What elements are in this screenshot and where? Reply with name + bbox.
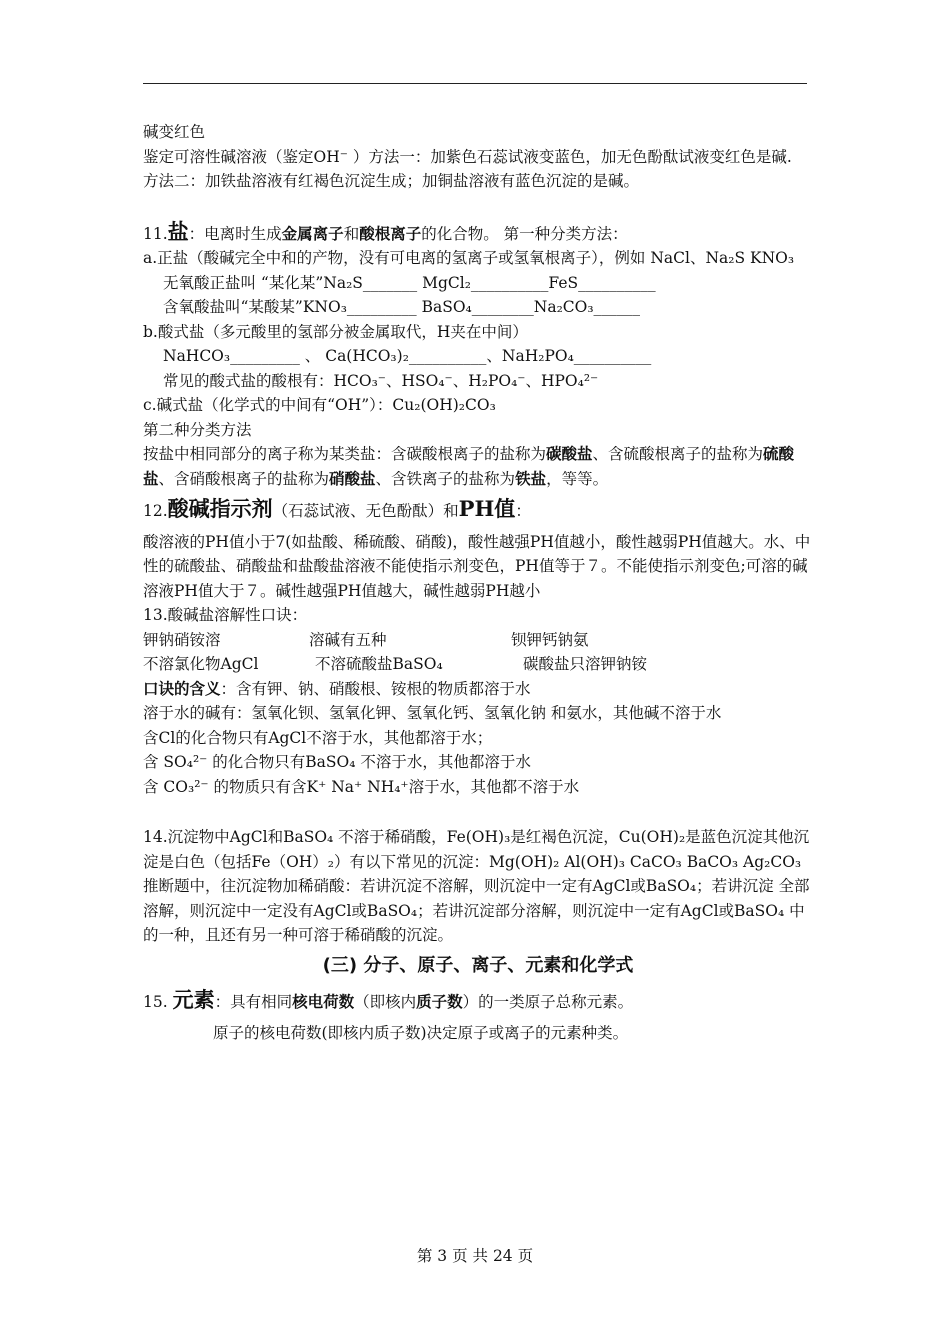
s12-colon: ： xyxy=(515,502,531,520)
s11-b-examples: NaHCO₃_________ 、 Ca(HCO₃)₂__________、NaH₂PO₄__________ xyxy=(163,347,652,365)
s14-p2: 推断题中，往沉淀物加稀硝酸：若讲沉淀不溶解，则沉淀中一定有AgCl或BaSO₄；若讲沉淀 全部溶解，则沉淀中一定没有AgCl或BaSO₄；若讲沉淀部分溶解，则沉淀中一定有AgCl或BaSO₄ 中的一种，且还有另一种可溶于稀硝酸的沉淀。 xyxy=(143,877,810,944)
s15-heading xyxy=(143,988,813,1015)
s12-body: 酸溶液的PH值小于7(如盐酸、稀硫酸、硝酸)，酸性越强PH值越小，酸性越弱PH值越大。水、中性的硫酸盐、硝酸盐和盐酸盐溶液不能使指示剂变色，PH值等于７。不能使指示剂变色;可溶的碱溶液PH值大于７。碱性越强PH值越大，碱性越弱PH越小 xyxy=(143,532,811,600)
page-footer: 第 3 页 共 24 页 xyxy=(416,1247,534,1265)
s15-num: 15. xyxy=(143,993,168,1011)
s11-sd2: 、含硫酸根离子的盐称为 xyxy=(592,445,764,463)
s13-r1-c2: 溶碱有五种 xyxy=(309,630,387,649)
s11-sd4: 、含铁离子的盐称为 xyxy=(375,469,516,488)
s11-hanyang: 含氧酸盐叫“某酸某”KNO₃_________ BaSO₄________Na₂CO₃______ xyxy=(163,298,641,316)
header-rule xyxy=(143,83,807,84)
section3-title: (三) 分子、原子、离子、元素和化学式 xyxy=(322,954,634,976)
s15-k1: 核电荷数 xyxy=(292,992,355,1011)
s12-num: 12. xyxy=(143,502,168,520)
s11-k-liusuan: 硫酸盐 xyxy=(143,444,795,488)
s12-paren: （石蕊试液、无色酚酞）和 xyxy=(272,502,459,520)
s13-title: 13.酸碱盐溶解性口诀： xyxy=(143,606,308,624)
s13-meaning-label: 口诀的含义 xyxy=(143,678,221,698)
s11-sd1: 按盐中相同部分的离子称为某类盐：含碳酸根离子的盐称为 xyxy=(143,445,547,463)
s13-l2: 含Cl的化合物只有AgCl不溶于水，其他都溶于水； xyxy=(143,728,493,747)
s13-l4: 含 CO₃²⁻ 的物质只有含K⁺ Na⁺ NH₄⁺溶于水，其他都不溶于水 xyxy=(143,777,580,796)
s12-term2: PH值 xyxy=(458,496,516,521)
s11-second-method: 第二种分类方法 xyxy=(143,420,252,439)
s13-row-1 xyxy=(143,628,813,653)
s11-k-tansuan: 碳酸盐 xyxy=(546,444,593,463)
s11-d3: 的化合物。 第一种分类方法： xyxy=(421,224,628,243)
s13-meaning xyxy=(143,677,813,702)
base-end-line-1: 碱变红色 xyxy=(143,123,206,141)
s13-r1-c1: 钾钠硝铵溶 xyxy=(143,630,221,649)
s11-k1: 金属离子 xyxy=(281,223,344,243)
s11-b-common: 常见的酸式盐的酸根有：HCO₃⁻、HSO₄⁻、H₂PO₄⁻、HPO₄²⁻ xyxy=(163,371,599,390)
s15-d2: （即核内 xyxy=(354,993,417,1011)
s11-heading xyxy=(143,220,813,247)
s15-d1: ：具有相同 xyxy=(214,993,293,1011)
s15-l2: 原子的核电荷数(即核内质子数)决定原子或离子的元素种类。 xyxy=(213,1023,629,1042)
s13-meaning-text: ：含有钾、钠、硝酸根、铵根的物质都溶于水 xyxy=(220,679,531,698)
s13-r1-c3: 钡钾钙钠氨 xyxy=(511,630,589,649)
s13-row-2 xyxy=(143,652,813,677)
s11-k-xiaosuan: 硝酸盐 xyxy=(329,468,376,488)
s11-term: 盐 xyxy=(167,218,189,244)
s13-r2-c2: 不溶硫酸盐BaSO₄ xyxy=(315,655,443,673)
s12-term: 酸碱指示剂 xyxy=(167,496,273,521)
s11-d2: 和 xyxy=(343,224,360,243)
s11-k2: 酸根离子 xyxy=(359,223,422,243)
s13-l3: 含 SO₄²⁻ 的化合物只有BaSO₄ 不溶于水，其他都溶于水 xyxy=(143,753,531,771)
s11-k-tie: 铁盐 xyxy=(515,468,547,488)
document-body xyxy=(143,120,813,1045)
s11-b: b.酸式盐（多元酸里的氢部分被金属取代，H夹在中间） xyxy=(143,322,528,341)
s11-sd5: ，等等。 xyxy=(546,469,609,488)
s11-c: c.碱式盐（化学式的中间有“OH”）：Cu₂(OH)₂CO₃ xyxy=(143,396,496,414)
s13-r2-c1: 不溶氯化物AgCl xyxy=(143,655,259,673)
s11-sd3: 、含硝酸根离子的盐称为 xyxy=(158,469,330,488)
s13-l1: 溶于水的碱有：氢氧化钡、氢氧化钾、氢氧化钙、氢氧化钠 和氨水，其他碱不溶于水 xyxy=(143,704,722,722)
s14-p1: 14.沉淀物中AgCl和BaSO₄ 不溶于稀硝酸，Fe(OH)₃是红褐色沉淀，Cu(OH)₂是蓝色沉淀其他沉淀是白色（包括Fe（OH）₂）有以下常见的沉淀：Mg(OH)₂ Al(OH)₃ CaCO₃ BaCO₃ Ag₂CO₃ xyxy=(143,828,810,871)
s11-num: 11. xyxy=(143,224,168,243)
s11-d1: ：电离时生成 xyxy=(188,224,282,243)
base-end-line-3: 方法二：加铁盐溶液有红褐色沉淀生成；加铜盐溶液有蓝色沉淀的是碱。 xyxy=(143,172,640,190)
s12-heading xyxy=(143,497,813,524)
s11-a: a.正盐（酸碱完全中和的产物，没有可电离的氢离子或氢氧根离子），例如 NaCl、Na₂S KNO₃ xyxy=(143,249,795,267)
s15-d3: ）的一类原子总称元素。 xyxy=(462,993,634,1011)
s11-wuyang: 无氧酸正盐叫 “某化某”Na₂S_______ MgCl₂__________FeS__________ xyxy=(163,273,656,292)
s15-k2: 质子数 xyxy=(416,992,463,1011)
base-end-line-2: 鉴定可溶性碱溶液（鉴定OH⁻ ）方法一：加紫色石蕊试液变蓝色，加无色酚酞试液变红色是碱. xyxy=(143,147,792,166)
s15-term: 元素 xyxy=(172,987,215,1012)
s13-r2-c3: 碳酸盐只溶钾钠铵 xyxy=(523,655,648,673)
s11-second-desc xyxy=(143,442,813,491)
